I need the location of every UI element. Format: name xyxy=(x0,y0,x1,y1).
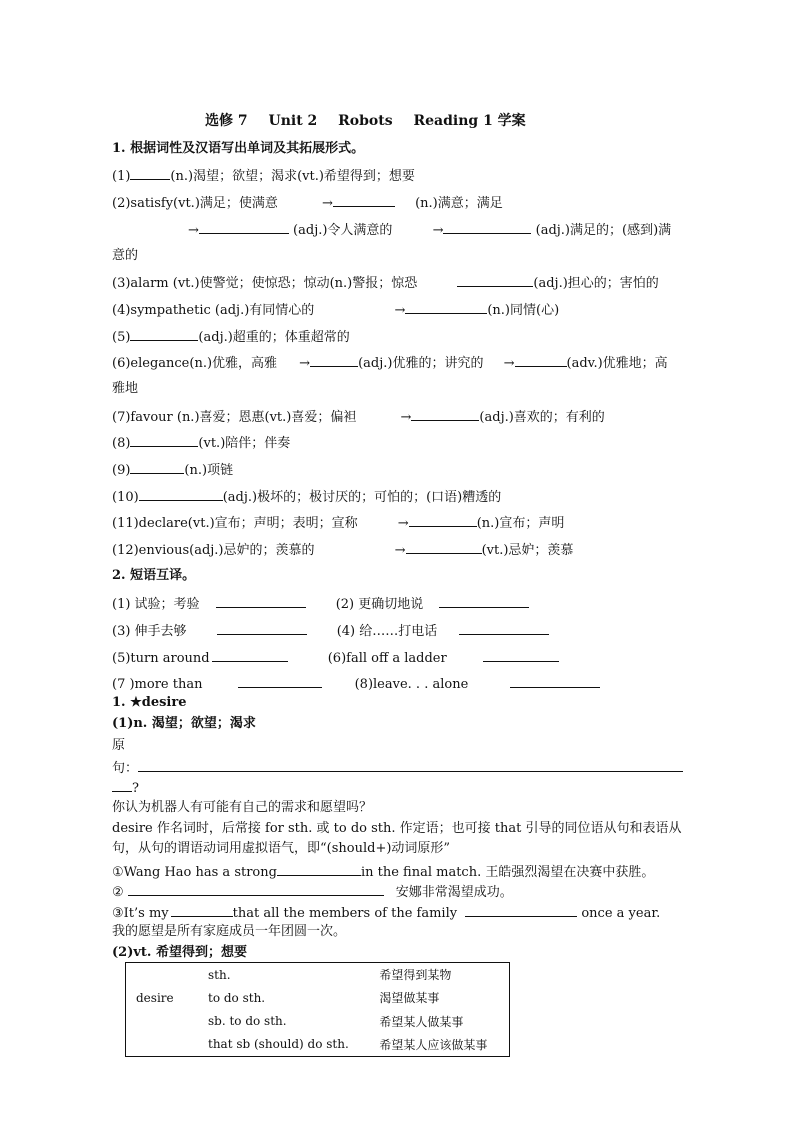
answer-blank[interactable] xyxy=(277,862,361,876)
usage-meaning: 希望某人做某事 xyxy=(379,1014,464,1029)
table-row xyxy=(126,1009,510,1032)
answer-blank[interactable] xyxy=(112,778,132,792)
usage-note-line2: 句，从句的谓语动词用虚拟语气，即“(should+)动词原形” xyxy=(112,841,451,856)
phrase-row-3: (5)turn around (6)fall off a ladder xyxy=(112,648,559,668)
vocab-item-11: (11)declare(vt.)宣布；声明；表明；宣称 → (n.)宣布；声明 xyxy=(112,513,564,533)
desire-noun-heading: (1)n. 渴望；欲望；渴求 xyxy=(112,716,256,731)
phrase-row-2: (3) 伸手去够 (4) 给……打电话 xyxy=(112,621,549,641)
desire-verb-heading: (2)vt. 希望得到；想要 xyxy=(112,945,247,960)
vocab-item-7: (7)favour (n.)喜爱；恩惠(vt.)喜爱；偏袒 → (adj.)喜欢的；有利的 xyxy=(112,407,605,427)
answer-blank[interactable] xyxy=(130,327,198,341)
title-topic: Robots xyxy=(338,113,393,129)
page-title xyxy=(205,110,542,130)
answer-blank[interactable] xyxy=(217,621,307,635)
desire-heading: 1. ★desire xyxy=(112,695,187,710)
answer-blank[interactable] xyxy=(409,513,477,527)
answer-blank[interactable] xyxy=(139,487,223,501)
answer-blank[interactable] xyxy=(199,220,289,234)
vocab-item-8: (8) (vt.)陪伴；伴奏 xyxy=(112,433,290,453)
answer-blank[interactable] xyxy=(128,882,384,896)
answer-blank[interactable] xyxy=(439,594,529,608)
usage-form: sb. to do sth. xyxy=(208,1014,287,1029)
usage-meaning: 希望得到某物 xyxy=(379,968,452,983)
answer-blank[interactable] xyxy=(212,648,288,662)
answer-blank[interactable] xyxy=(411,407,479,421)
example-2: ② 安娜非常渴望成功。 xyxy=(112,882,513,902)
title-unit: Unit 2 xyxy=(268,113,318,129)
example-3-translation: 我的愿望是所有家庭成员一年团圆一次。 xyxy=(112,924,347,939)
answer-blank[interactable] xyxy=(457,273,533,287)
original-label-line1: 原 xyxy=(112,738,126,753)
answer-blank[interactable] xyxy=(465,903,577,917)
example-1: ①Wang Hao has a strong in the final match. 王皓强烈渴望在决赛中获胜。 xyxy=(112,862,654,882)
vocab-item-2-derivatives: → (adj.)令人满意的 → (adj.)满足的；(感到)满 xyxy=(188,220,671,240)
title-lesson: Reading 1 学案 xyxy=(413,113,526,129)
answer-blank[interactable] xyxy=(406,540,482,554)
table-row xyxy=(126,986,510,1009)
usage-verb: desire xyxy=(136,990,174,1005)
answer-blank[interactable] xyxy=(130,166,170,180)
table-row xyxy=(126,1033,510,1057)
title-course: 选修 7 xyxy=(205,113,248,129)
answer-blank[interactable] xyxy=(216,594,306,608)
usage-meaning: 渴望做某事 xyxy=(379,991,440,1006)
vocab-item-1: (1) (n.)渴望；欲望；渴求(vt.)希望得到；想要 xyxy=(112,166,415,186)
phrase-row-1: (1) 试验；考验 (2) 更确切地说 xyxy=(112,594,529,614)
answer-blank[interactable] xyxy=(310,353,358,367)
usage-meaning: 希望某人应该做某事 xyxy=(379,1037,488,1052)
answer-blank[interactable] xyxy=(238,674,322,688)
answer-blank[interactable] xyxy=(130,433,198,447)
usage-form: sth. xyxy=(208,967,231,982)
answer-blank[interactable] xyxy=(515,353,567,367)
vocab-item-3: (3)alarm (vt.)使警觉；使惊恐；惊动(n.)警报；惊恐 (adj.)担心的；害怕的 xyxy=(112,273,659,293)
desire-usage-table xyxy=(125,962,510,1057)
vocab-item-9: (9) (n.)项链 xyxy=(112,460,233,480)
original-sentence-end: ? xyxy=(112,778,139,798)
table-row xyxy=(126,963,510,987)
answer-blank[interactable] xyxy=(459,621,549,635)
answer-blank[interactable] xyxy=(443,220,531,234)
example-3: ③It’s my that all the members of the family once a year. xyxy=(112,903,660,923)
section1-heading: 1. 根据词性及汉语写出单词及其拓展形式。 xyxy=(112,141,365,156)
vocab-item-2: (2)satisfy(vt.)满足；使满意 → (n.)满意；满足 xyxy=(112,193,503,213)
answer-blank[interactable] xyxy=(130,460,184,474)
usage-note-line1: desire 作名词时，后常接 for sth. 或 to do sth. 作定语；也可接 that 引导的同位语从句和表语从 xyxy=(112,821,682,836)
section2-heading: 2. 短语互译。 xyxy=(112,568,196,583)
original-sentence-line: 句： xyxy=(112,758,683,778)
vocab-item-12: (12)envious(adj.)忌妒的；羡慕的 → (vt.)忌妒；羡慕 xyxy=(112,540,573,560)
answer-blank[interactable] xyxy=(138,758,683,772)
usage-form: to do sth. xyxy=(208,990,266,1005)
vocab-item-6: (6)elegance(n.)优雅，高雅 → (adj.)优雅的；讲究的 → (adv.)优雅地；高 xyxy=(112,353,668,373)
answer-blank[interactable] xyxy=(171,903,233,917)
vocab-item-2-wrap: 意的 xyxy=(112,248,139,263)
answer-blank[interactable] xyxy=(405,300,487,314)
phrase-row-4: (7 )more than (8)leave. . . alone xyxy=(112,674,600,694)
answer-blank[interactable] xyxy=(333,193,395,207)
translation-line: 你认为机器人有可能有自己的需求和愿望吗？ xyxy=(112,800,373,815)
vocab-item-6-wrap: 雅地 xyxy=(112,381,139,396)
vocab-item-4: (4)sympathetic (adj.)有同情心的 → (n.)同情(心) xyxy=(112,300,559,320)
answer-blank[interactable] xyxy=(483,648,559,662)
vocab-item-10: (10) (adj.)极坏的；极讨厌的；可怕的；(口语)糟透的 xyxy=(112,487,501,507)
usage-form: that sb (should) do sth. xyxy=(208,1037,349,1052)
vocab-item-5: (5) (adj.)超重的；体重超常的 xyxy=(112,327,350,347)
answer-blank[interactable] xyxy=(510,674,600,688)
